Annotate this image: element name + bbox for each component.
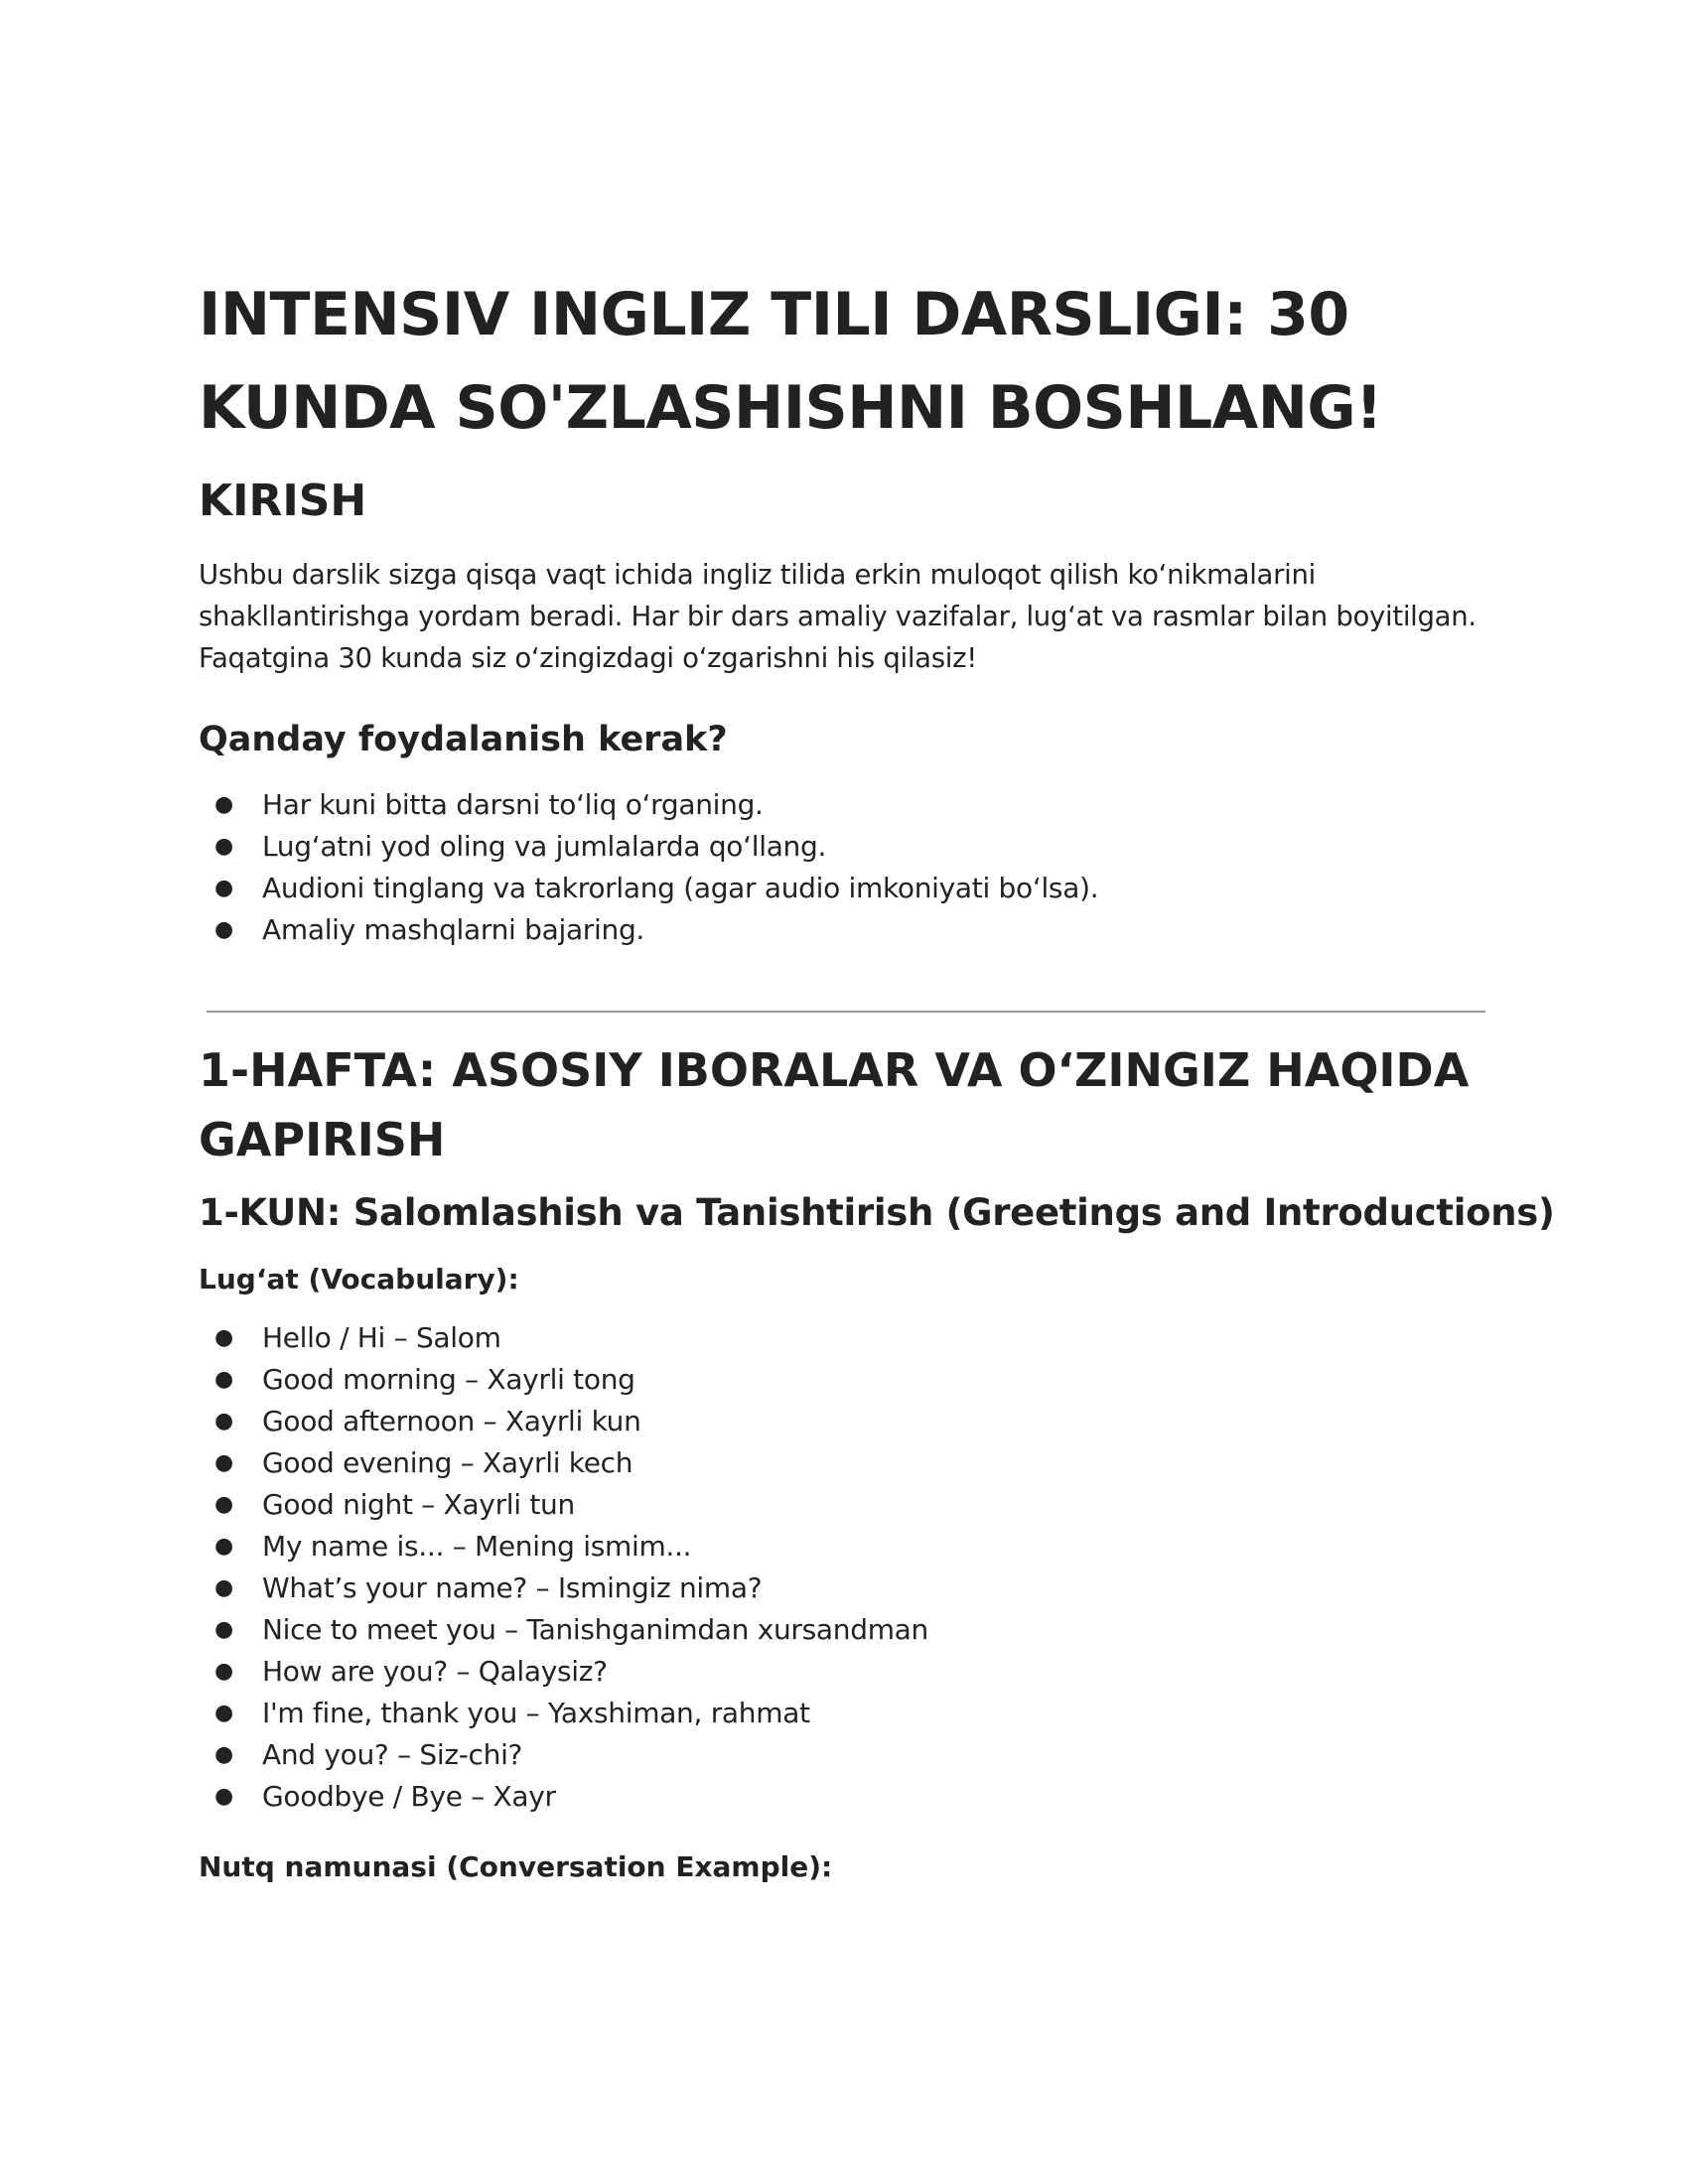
bullet-icon: ● [214, 1784, 233, 1809]
bullet-icon: ● [214, 1659, 233, 1684]
list-item-text: Goodbye / Bye – Xayr [262, 1780, 556, 1813]
bullet-icon: ● [214, 1742, 233, 1767]
section-divider [207, 1011, 1485, 1013]
week-1-title-line-2: GAPIRISH [199, 1113, 446, 1166]
list-item-text: Amaliy mashqlarni bajaring. [262, 913, 645, 946]
list-item [214, 1693, 928, 1734]
list-item-text: Good evening – Xayrli kech [262, 1446, 633, 1479]
document-title-line-1: INTENSIV INGLIZ TILI DARSLIGI: 30 [199, 280, 1349, 349]
vocabulary-label: Lug‘at (Vocabulary): [199, 1263, 519, 1296]
how-to-use-heading: Qanday foydalanish kerak? [199, 720, 728, 759]
list-item [214, 1568, 928, 1609]
document-title [199, 268, 1489, 455]
document-title-line-2: KUNDA SO'ZLASHISHNI BOSHLANG! [199, 373, 1383, 443]
list-item-text: I'm fine, thank you – Yaxshiman, rahmat [262, 1697, 810, 1729]
list-item-text: Good night – Xayrli tun [262, 1488, 575, 1521]
bullet-icon: ● [214, 1409, 233, 1433]
list-item [214, 1359, 928, 1401]
list-item [214, 1442, 928, 1484]
bullet-icon: ● [214, 1617, 233, 1642]
list-item-text: Hello / Hi – Salom [262, 1321, 501, 1354]
bullet-icon: ● [214, 1575, 233, 1600]
list-item-text: Har kuni bitta darsni to‘liq o‘rganing. [262, 788, 764, 821]
intro-line-3: Faqatgina 30 kunda siz o‘zingizdagi o‘zgarishni his qilasiz! [199, 642, 977, 674]
list-item [214, 1651, 928, 1693]
list-item-text: How are you? – Qalaysiz? [262, 1655, 608, 1688]
bullet-icon: ● [214, 1701, 233, 1725]
list-item [214, 1609, 928, 1651]
bullet-icon: ● [214, 1534, 233, 1559]
list-item [214, 784, 1098, 826]
list-item [214, 868, 1098, 909]
list-item [214, 1526, 928, 1568]
list-item-text: Audioni tinglang va takrorlang (agar audio imkoniyati bo‘lsa). [262, 872, 1099, 904]
day-1-title: 1-KUN: Salomlashish va Tanishtirish (Greetings and Introductions) [199, 1191, 1555, 1234]
bullet-icon: ● [214, 1325, 233, 1350]
bullet-icon: ● [214, 1492, 233, 1517]
week-1-title-line-1: 1-HAFTA: ASOSIY IBORALAR VA O‘ZINGIZ HAQIDA [199, 1043, 1470, 1097]
intro-line-1: Ushbu darslik sizga qisqa vaqt ichida ingliz tilida erkin muloqot qilish ko‘nikmalarini [199, 559, 1316, 591]
bullet-icon: ● [214, 917, 233, 942]
bullet-icon: ● [214, 876, 233, 900]
list-item [214, 1734, 928, 1776]
list-item [214, 909, 1098, 951]
list-item-text: And you? – Siz-chi? [262, 1738, 523, 1771]
list-item-text: Good morning – Xayrli tong [262, 1363, 635, 1396]
bullet-icon: ● [214, 834, 233, 859]
list-item-text: My name is... – Mening ismim... [262, 1530, 692, 1563]
bullet-icon: ● [214, 792, 233, 817]
intro-heading: KIRISH [199, 476, 367, 526]
how-to-use-list [214, 784, 1098, 951]
intro-paragraph [199, 554, 1489, 679]
list-item [214, 1317, 928, 1359]
vocabulary-list [214, 1317, 928, 1818]
list-item [214, 1401, 928, 1442]
list-item-text: Lug‘atni yod oling va jumlalarda qo‘llang. [262, 830, 827, 863]
list-item-text: Nice to meet you – Tanishganimdan xursandman [262, 1613, 928, 1646]
list-item-text: What’s your name? – Ismingiz nima? [262, 1571, 763, 1604]
list-item [214, 1484, 928, 1526]
intro-line-2: shakllantirishga yordam beradi. Har bir dars amaliy vazifalar, lug‘at va rasmlar bilan boyitilgan. [199, 601, 1477, 632]
conversation-example-label: Nutq namunasi (Conversation Example): [199, 1850, 833, 1883]
bullet-icon: ● [214, 1450, 233, 1475]
list-item [214, 1776, 928, 1818]
list-item [214, 826, 1098, 868]
list-item-text: Good afternoon – Xayrli kun [262, 1405, 641, 1437]
bullet-icon: ● [214, 1367, 233, 1392]
week-1-title [199, 1035, 1489, 1174]
